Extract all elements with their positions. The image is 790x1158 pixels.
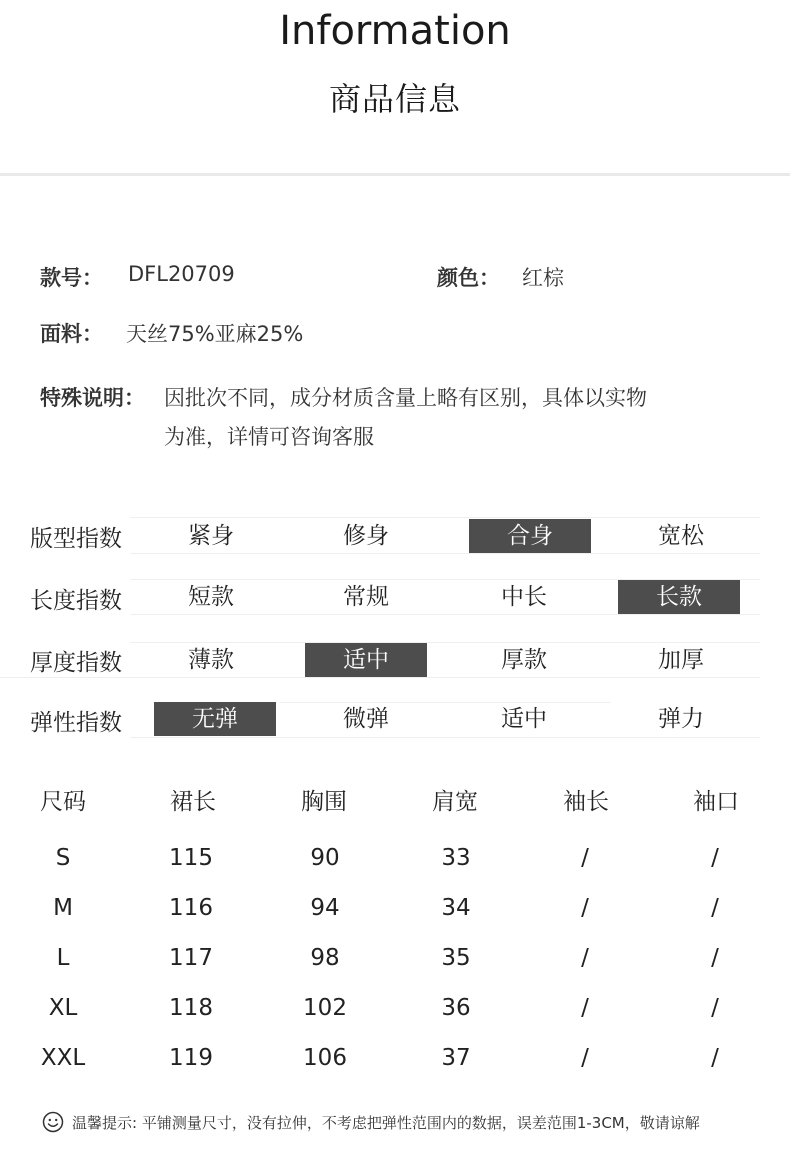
- index-option-elasticity-1: 微弹: [343, 706, 389, 732]
- table-cell: 116: [169, 895, 213, 921]
- index-option-length-3-selected: 长款: [618, 580, 740, 614]
- index-label-fit: 版型指数: [30, 526, 122, 552]
- index-option-length-1: 常规: [343, 584, 389, 610]
- style-no-label: 款号：: [40, 266, 103, 290]
- index-option-fit-0: 紧身: [188, 523, 234, 549]
- index-option-thickness-1-selected: 适中: [305, 643, 427, 677]
- table-cell: 118: [169, 995, 213, 1021]
- smile-icon: [42, 1111, 64, 1133]
- table-cell: 102: [303, 995, 347, 1021]
- index-option-thickness-2: 厚款: [501, 647, 547, 673]
- table-cell: 34: [441, 895, 471, 921]
- index-row-line: [130, 517, 760, 518]
- title-english: Information: [279, 8, 511, 54]
- table-cell: /: [581, 945, 589, 971]
- index-label-length: 长度指数: [30, 588, 122, 614]
- index-row-line: [130, 614, 760, 615]
- title-chinese: 商品信息: [328, 80, 461, 118]
- table-cell: /: [711, 845, 719, 871]
- table-cell-size: M: [53, 895, 73, 921]
- index-option-elasticity-2: 适中: [501, 706, 547, 732]
- index-option-thickness-0: 薄款: [188, 647, 234, 673]
- table-cell-size: S: [55, 845, 71, 871]
- footnote: [42, 1111, 700, 1133]
- table-cell: 98: [310, 945, 340, 971]
- table-cell: 33: [441, 845, 471, 871]
- index-label-elasticity: 弹性指数: [30, 710, 122, 736]
- index-option-fit-1: 修身: [343, 523, 389, 549]
- table-cell: 36: [441, 995, 471, 1021]
- index-option-length-0: 短款: [188, 584, 234, 610]
- index-row-line: [130, 553, 760, 554]
- size-table-header: 尺码: [40, 789, 86, 815]
- table-cell: 94: [310, 895, 340, 921]
- special-note-label: 特殊说明：: [40, 386, 145, 410]
- special-note-line1: 因批次不同，成分材质含量上略有区别，具体以实物: [164, 386, 647, 410]
- index-option-thickness-3: 加厚: [658, 647, 704, 673]
- table-cell: 115: [169, 845, 213, 871]
- index-label-thickness: 厚度指数: [30, 650, 122, 676]
- footnote-text: 温馨提示: 平铺测量尺寸，没有拉伸，不考虑把弹性范围内的数据，误差范围1-3CM，敬请谅解: [72, 1113, 700, 1132]
- index-row-line: [130, 737, 760, 738]
- index-row-line: [0, 677, 760, 678]
- color-label: 颜色：: [437, 266, 500, 290]
- index-option-elasticity-3: 弹力: [658, 706, 704, 732]
- size-table-header: 袖口: [693, 789, 739, 815]
- index-option-elasticity-0-selected: 无弹: [154, 702, 276, 736]
- table-cell: /: [711, 895, 719, 921]
- size-table-header: 胸围: [301, 789, 347, 815]
- table-cell-size: L: [56, 945, 70, 971]
- table-cell: /: [711, 1045, 719, 1071]
- size-table-header: 袖长: [563, 789, 609, 815]
- table-cell: /: [711, 945, 719, 971]
- style-no-value: DFL20709: [128, 262, 235, 286]
- index-option-length-2: 中长: [501, 584, 547, 610]
- table-cell: /: [581, 995, 589, 1021]
- size-table-header: 肩宽: [432, 789, 478, 815]
- header-divider: [0, 173, 790, 176]
- index-option-fit-2-selected: 合身: [469, 519, 591, 553]
- table-cell: 106: [303, 1045, 347, 1071]
- table-cell: 90: [310, 845, 340, 871]
- fabric-label: 面料：: [40, 322, 103, 346]
- special-note-line2: 为准，详情可咨询客服: [164, 425, 374, 449]
- table-cell: /: [581, 845, 589, 871]
- size-table-header: 裙长: [170, 789, 216, 815]
- table-cell: 37: [441, 1045, 471, 1071]
- table-cell: /: [711, 995, 719, 1021]
- table-cell-size: XXL: [40, 1045, 86, 1071]
- table-cell: /: [581, 1045, 589, 1071]
- fabric-value: 天丝75%亚麻25%: [126, 322, 304, 346]
- table-cell: 119: [169, 1045, 213, 1071]
- index-option-fit-3: 宽松: [658, 523, 704, 549]
- table-cell: /: [581, 895, 589, 921]
- color-value: 红棕: [522, 266, 564, 290]
- table-cell-size: XL: [48, 995, 78, 1021]
- table-cell: 35: [441, 945, 471, 971]
- table-cell: 117: [169, 945, 213, 971]
